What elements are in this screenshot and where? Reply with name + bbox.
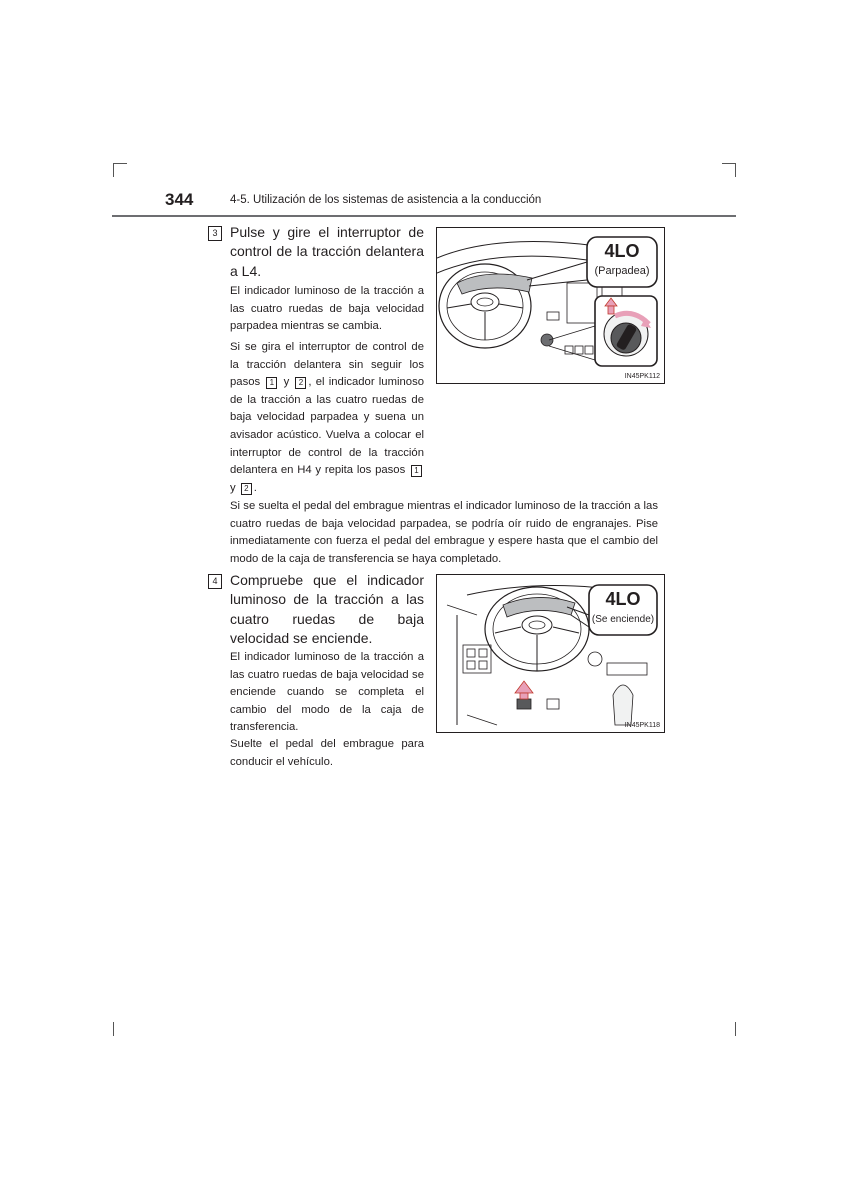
step-3-paragraph-1: El indicador luminoso de la tracción a las cuatro ruedas de baja velocidad parpadea mientras se cambia. bbox=[230, 285, 424, 333]
figure-4lo-blinking bbox=[436, 227, 665, 384]
paragraph-text: . bbox=[253, 481, 257, 494]
step-ref-box: 1 bbox=[266, 377, 277, 389]
step-4-title: Compruebe que el indicador luminoso de la tracción a las cuatro ruedas de baja velocidad se enciende. bbox=[230, 572, 424, 646]
step-4-paragraph-2: Suelte el pedal del embrague para conducir el vehículo. bbox=[230, 738, 424, 768]
figure-code: IN45PK112 bbox=[624, 373, 660, 380]
section-title: 4-5. Utilización de los sistemas de asistencia a la conducción bbox=[230, 194, 542, 206]
step-4-paragraph-1: El indicador luminoso de la tracción a las cuatro ruedas de baja velocidad se enciende cuando se completa el cambio del modo de la caja de transferencia. bbox=[230, 651, 424, 734]
indicator-status: (Parpadea) bbox=[594, 265, 650, 277]
paragraph-text: Si se gira el interruptor de control de la tracción delantera sin seguir los pasos bbox=[230, 341, 424, 389]
step-3-paragraph-3: Si se suelta el pedal del embrague mientras el indicador luminoso de la tracción a las cuatro ruedas de baja velocidad parpadea, se podría oír ruido de engranajes. Pise inmediatamente con fuerza el pedal del embrague y espere hasta que el cambio del modo de la caja de transferencia se haya completado. bbox=[230, 500, 658, 565]
step-ref-box: 1 bbox=[411, 465, 422, 477]
crop-mark bbox=[735, 163, 736, 177]
figure-4lo-on bbox=[436, 574, 665, 733]
indicator-label: 4LO bbox=[604, 241, 640, 261]
step-3-paragraph-2 bbox=[230, 339, 424, 497]
paragraph-text: , el indicador luminoso de la tracción a las cuatro ruedas de baja velocidad parpadea y suena un avisador acústico. Vuelva a colocar el interruptor de control de la tracción delantera en H4 y repita los pasos bbox=[230, 376, 425, 477]
step-number-3: 3 bbox=[208, 226, 222, 241]
header-rule bbox=[112, 215, 736, 217]
paragraph-text: y bbox=[283, 376, 290, 389]
crop-mark bbox=[113, 163, 114, 177]
step-ref-box: 2 bbox=[295, 377, 306, 389]
crop-mark bbox=[113, 163, 127, 164]
crop-mark bbox=[722, 163, 736, 164]
crop-mark bbox=[113, 1022, 114, 1036]
step-ref-box: 2 bbox=[241, 483, 252, 495]
paragraph-text: y bbox=[230, 481, 236, 494]
crop-mark bbox=[735, 1022, 736, 1036]
figure-code: IN45PK118 bbox=[624, 722, 660, 729]
indicator-label: 4LO bbox=[605, 589, 641, 609]
page-number: 344 bbox=[165, 190, 194, 209]
step-number-4: 4 bbox=[208, 574, 222, 589]
indicator-status: (Se enciende) bbox=[591, 614, 655, 625]
step-3-title: Pulse y gire el interruptor de control de la tracción delantera a L4. bbox=[230, 224, 424, 279]
